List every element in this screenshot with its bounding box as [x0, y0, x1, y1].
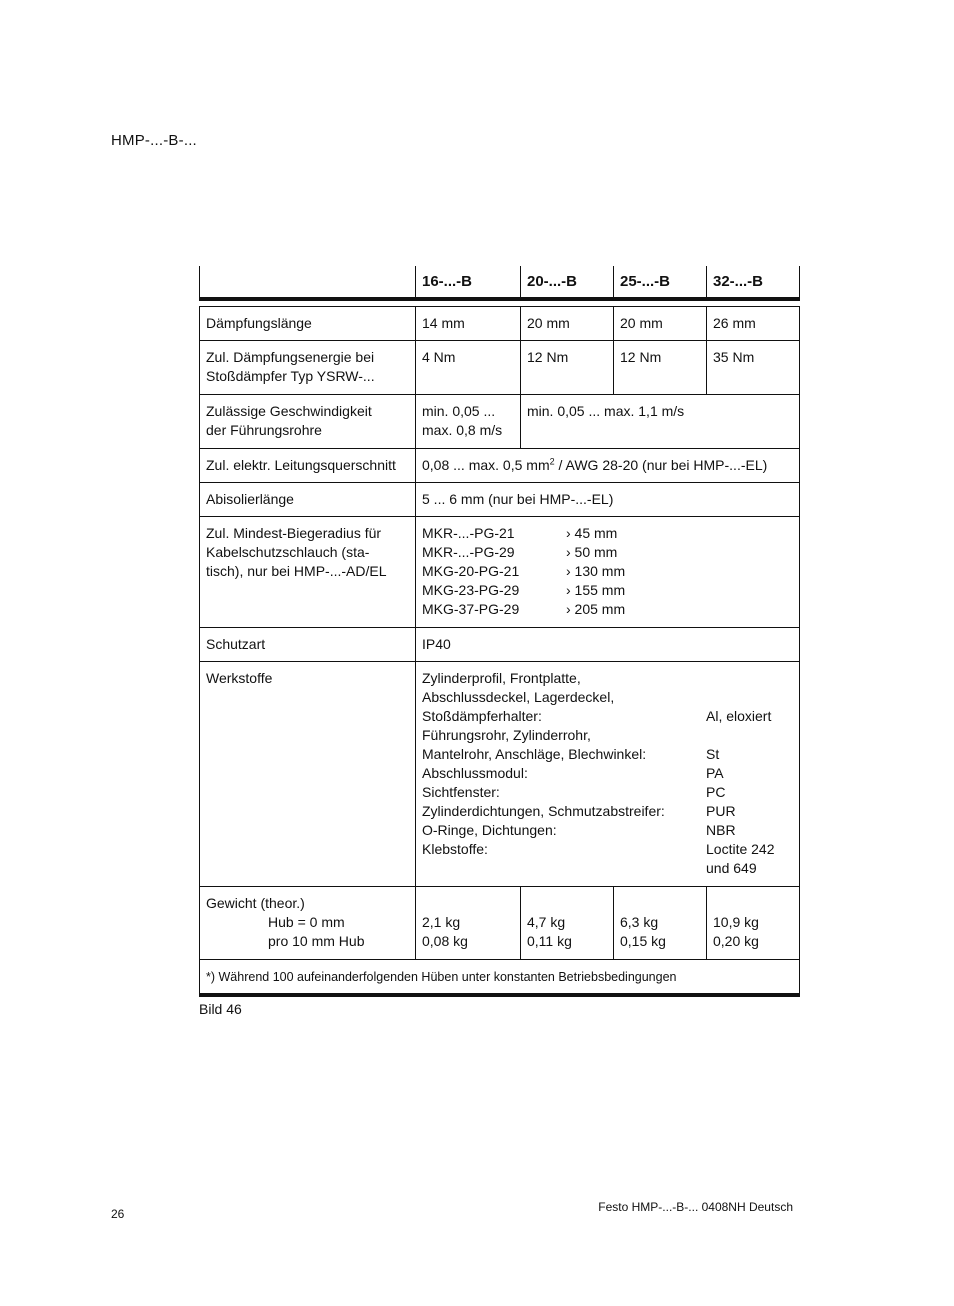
value-line: max. 0,8 m/s [422, 422, 503, 438]
row-label-schutzart: Schutzart [200, 628, 416, 662]
table-row [200, 307, 800, 341]
document-header: HMP-...-B-... [111, 132, 197, 149]
table-cell: 5 ... 6 mm (nur bei HMP-...-EL) [416, 483, 800, 517]
table-cell: 12 Nm [521, 341, 614, 395]
header-spacer [200, 299, 800, 307]
radius-value: › 155 mm [566, 582, 626, 598]
table-cell [521, 887, 614, 960]
row-label-abisolierlaenge: Abisolierlänge [200, 483, 416, 517]
component: Abschlussdeckel, Lagerdeckel, [422, 689, 615, 705]
component: Zylinderdichtungen, Schmutzabstreifer: [422, 803, 665, 819]
table-cell: 20 mm [521, 307, 614, 341]
radius-value: › 45 mm [566, 525, 618, 541]
value-line: 0,08 kg [422, 933, 468, 949]
page-number: 26 [111, 1207, 125, 1221]
material: NBR [706, 822, 736, 838]
table-row [200, 887, 800, 960]
table-cell [416, 517, 800, 628]
table-cell [707, 887, 800, 960]
row-label-geschwindigkeit [200, 395, 416, 449]
value-line: 0,20 kg [713, 933, 759, 949]
hose-type: MKR-...-PG-29 [422, 544, 515, 560]
value-text: 0,08 ... max. 0,5 mm [422, 457, 550, 473]
material [706, 669, 793, 688]
table-row [200, 341, 800, 395]
radius-value: › 130 mm [566, 563, 626, 579]
header-cell-25: 25-...-B [614, 266, 707, 299]
component: O-Ringe, Dichtungen: [422, 822, 557, 838]
component: Führungsrohr, Zylinderrohr, [422, 727, 591, 743]
hose-type: MKG-23-PG-29 [422, 582, 520, 598]
row-label-biegeradius [200, 517, 416, 628]
material: PC [706, 784, 726, 800]
material: Al, eloxiert [706, 708, 772, 724]
radius-value: › 50 mm [566, 544, 618, 560]
material: PA [706, 765, 724, 781]
value-line: 4,7 kg [527, 914, 566, 930]
value-line: 6,3 kg [620, 914, 659, 930]
value-line: min. 0,05 ... [422, 403, 496, 419]
table-row [200, 483, 800, 517]
component: Stoßdämpferhalter: [422, 708, 542, 724]
table-cell: 14 mm [416, 307, 521, 341]
table-cell: 4 Nm [416, 341, 521, 395]
header-cell-32: 32-...-B [707, 266, 800, 299]
hose-type: MKG-37-PG-29 [422, 601, 520, 617]
table-row [200, 395, 800, 449]
radius-value: › 205 mm [566, 601, 626, 617]
table-cell: 35 Nm [707, 341, 800, 395]
component: Sichtfenster: [422, 784, 500, 800]
label-line: Zul. Dämpfungsenergie bei [206, 349, 375, 365]
table-cell: 12 Nm [614, 341, 707, 395]
table-cell [416, 395, 521, 449]
header-cell-empty [200, 266, 416, 299]
material [706, 688, 793, 707]
table-row [200, 449, 800, 483]
materials-list [422, 669, 793, 878]
value-line: 0,15 kg [620, 933, 666, 949]
value-line: 2,1 kg [422, 914, 461, 930]
value-line: 10,9 kg [713, 914, 759, 930]
table-row [200, 517, 800, 628]
row-label-daempfungslaenge: Dämpfungslänge [200, 307, 416, 341]
component: Zylinderprofil, Frontplatte, [422, 670, 581, 686]
table-row [200, 662, 800, 887]
material: PUR [706, 803, 736, 819]
table-cell [416, 887, 521, 960]
row-label-gewicht [200, 887, 416, 960]
table-cell [614, 887, 707, 960]
table-cell: 26 mm [707, 307, 800, 341]
value-text: / AWG 28-20 (nur bei HMP-...-EL) [554, 457, 768, 473]
label-subline: pro 10 mm Hub [268, 933, 365, 949]
label-line: Gewicht (theor.) [206, 895, 305, 911]
row-label-daempfungsenergie [200, 341, 416, 395]
figure-caption: Bild 46 [199, 1001, 242, 1017]
component: Mantelrohr, Anschläge, Blechwinkel: [422, 746, 647, 762]
table-cell: min. 0,05 ... max. 1,1 m/s [521, 395, 800, 449]
value-line: 0,11 kg [527, 933, 572, 949]
component: Abschlussmodul: [422, 765, 528, 781]
component [422, 859, 706, 878]
material: St [706, 746, 720, 762]
label-line: Zulässige Geschwindigkeit [206, 403, 372, 419]
superscript: 2 [549, 456, 555, 467]
label-line: Kabelschutzschlauch (sta- [206, 544, 370, 560]
row-label-werkstoffe: Werkstoffe [200, 662, 416, 887]
footnote-row [200, 960, 800, 996]
label-line: der Führungsrohre [206, 422, 322, 438]
label-line: tisch), nur bei HMP-...-AD/EL [206, 563, 387, 579]
component: Klebstoffe: [422, 841, 488, 857]
hose-type: MKG-20-PG-21 [422, 563, 520, 579]
table-cell: IP40 [416, 628, 800, 662]
label-line: Zul. Mindest-Biegeradius für [206, 525, 382, 541]
material [706, 726, 793, 745]
label-line: Stoßdämpfer Typ YSRW-... [206, 368, 375, 384]
footnote: *) Während 100 aufeinanderfolgenden Hüben unter konstanten Betriebsbedingungen [200, 960, 800, 996]
hose-type: MKR-...-PG-21 [422, 525, 515, 541]
row-label-leitungsquerschnitt: Zul. elektr. Leitungsquerschnitt [200, 449, 416, 483]
label-subline: Hub = 0 mm [268, 914, 345, 930]
technical-data-table [199, 266, 800, 997]
bend-radius-list [422, 524, 793, 619]
material: Loctite 242 [706, 841, 775, 857]
table-row [200, 628, 800, 662]
table-cell: 20 mm [614, 307, 707, 341]
header-cell-16: 16-...-B [416, 266, 521, 299]
material: und 649 [706, 860, 757, 876]
header-cell-20: 20-...-B [521, 266, 614, 299]
table-header-row [200, 266, 800, 299]
table-cell [416, 449, 800, 483]
document-footer: Festo HMP-...-B-... 0408NH Deutsch [598, 1200, 793, 1214]
table-cell [416, 662, 800, 887]
